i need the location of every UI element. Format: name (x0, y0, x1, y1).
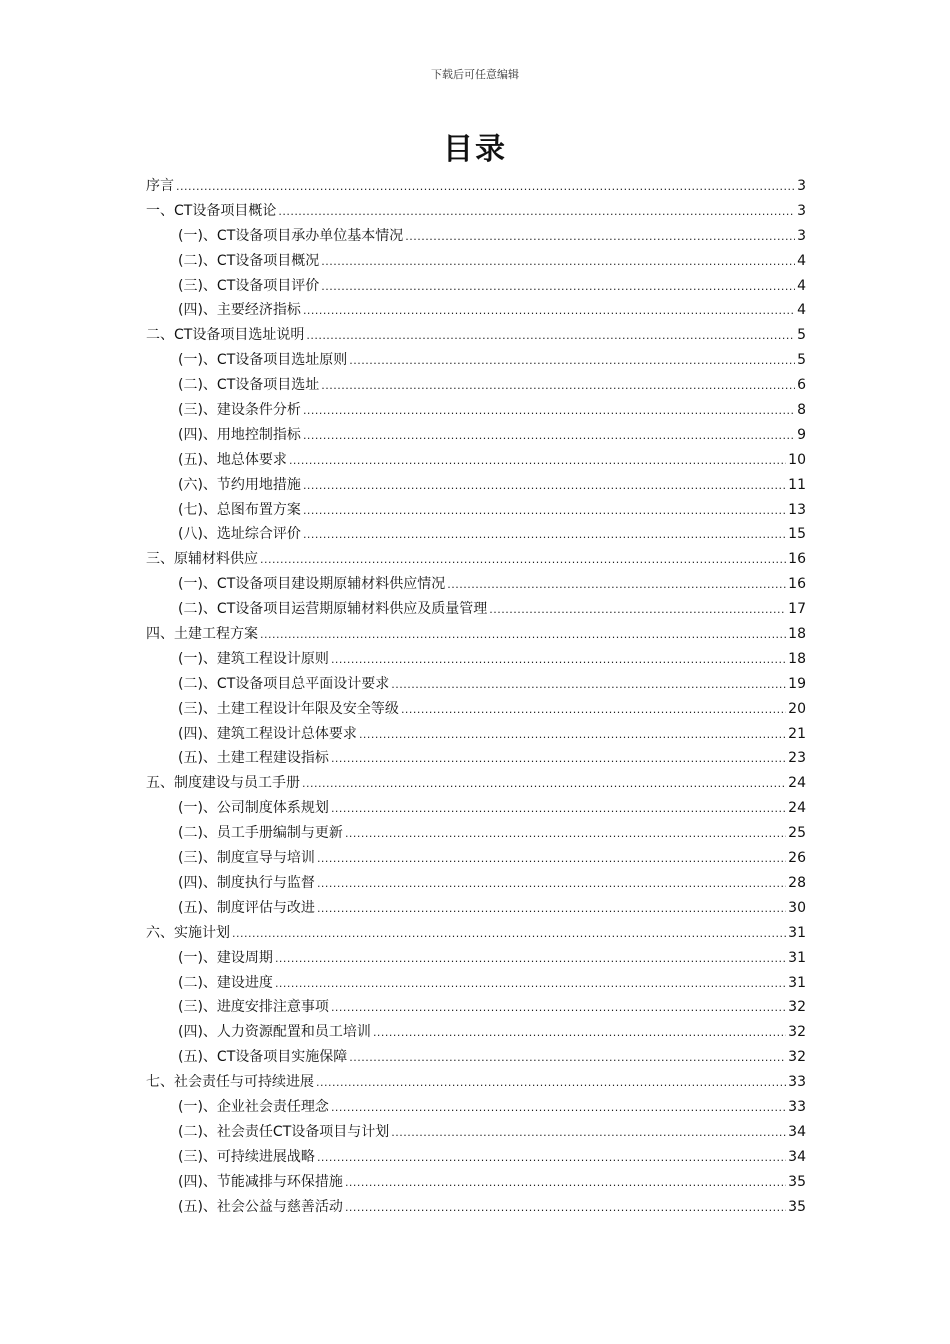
toc-entry-page-number: 26 (788, 850, 806, 867)
toc-entry-page-number: 16 (788, 551, 806, 568)
toc-entry-page-number: 4 (797, 302, 806, 319)
toc-entry-page-number: 31 (788, 949, 806, 966)
toc-entry[interactable] (146, 224, 806, 249)
toc-entry-page-number: 16 (788, 576, 806, 593)
toc-entry-title: (三)、土建工程设计年限及安全等级 (178, 700, 399, 717)
toc-entry[interactable] (146, 373, 806, 398)
toc-entry[interactable] (146, 995, 806, 1020)
toc-entry[interactable] (146, 1170, 806, 1195)
toc-entry-page-number: 3 (797, 202, 806, 219)
toc-dot-leader (306, 324, 795, 349)
toc-entry[interactable] (146, 1070, 806, 1095)
toc-entry-title: (二)、CT设备项目运营期原辅材料供应及质量管理 (178, 601, 488, 618)
toc-dot-leader (317, 872, 786, 897)
toc-entry[interactable] (146, 597, 806, 622)
toc-entry-page-number: 35 (788, 1198, 806, 1215)
toc-entry-page-number: 5 (797, 352, 806, 369)
toc-entry[interactable] (146, 498, 806, 523)
toc-entry[interactable] (146, 846, 806, 871)
toc-entry-page-number: 10 (788, 451, 806, 468)
toc-entry[interactable] (146, 547, 806, 572)
toc-title: 目录 (443, 132, 507, 167)
toc-dot-leader (303, 523, 786, 548)
toc-entry[interactable] (146, 522, 806, 547)
toc-entry-title: (三)、进度安排注意事项 (178, 999, 329, 1016)
toc-entry-title: (二)、建设进度 (178, 974, 273, 991)
toc-entry-title: 二、CT设备项目选址说明 (146, 327, 305, 344)
toc-entry[interactable] (146, 946, 806, 971)
toc-dot-leader (349, 349, 795, 374)
toc-entry-title: (一)、CT设备项目选址原则 (178, 352, 348, 369)
toc-entry[interactable] (146, 423, 806, 448)
toc-entry[interactable] (146, 896, 806, 921)
toc-entry-title: 序言 (146, 178, 174, 194)
toc-dot-leader (260, 623, 786, 648)
toc-entry-title: (三)、建设条件分析 (178, 402, 301, 419)
toc-dot-leader (331, 1096, 786, 1121)
toc-entry-page-number: 24 (788, 800, 806, 817)
toc-entry[interactable] (146, 771, 806, 796)
toc-entry-title: 七、社会责任与可持续进展 (146, 1074, 314, 1091)
toc-entry-page-number: 3 (797, 178, 806, 194)
toc-dot-leader (331, 996, 786, 1021)
toc-entry-title: (三)、CT设备项目评价 (178, 277, 320, 294)
toc-entry-title: (二)、CT设备项目选址 (178, 377, 320, 394)
toc-entry-page-number: 25 (788, 825, 806, 842)
toc-entry-page-number: 17 (788, 601, 806, 618)
toc-entry-page-number: 6 (797, 377, 806, 394)
toc-dot-leader (391, 1121, 786, 1146)
toc-dot-leader (345, 1171, 786, 1196)
toc-entry-page-number: 34 (788, 1123, 806, 1140)
toc-entry[interactable] (146, 323, 806, 348)
toc-dot-leader (275, 972, 786, 997)
toc-entry-page-number: 30 (788, 899, 806, 916)
toc-entry[interactable] (146, 672, 806, 697)
toc-entry-title: (二)、社会责任CT设备项目与计划 (178, 1123, 390, 1140)
toc-entry-page-number: 34 (788, 1148, 806, 1165)
toc-dot-leader (317, 1146, 786, 1171)
toc-entry[interactable] (146, 722, 806, 747)
toc-entry[interactable] (146, 448, 806, 473)
toc-dot-leader (331, 797, 786, 822)
toc-entry[interactable] (146, 348, 806, 373)
toc-entry-title: (三)、制度宣导与培训 (178, 850, 315, 867)
toc-dot-leader (321, 250, 795, 275)
toc-dot-leader (303, 474, 786, 499)
toc-entry-page-number: 35 (788, 1173, 806, 1190)
toc-dot-leader (321, 275, 795, 300)
toc-entry-title: (二)、CT设备项目总平面设计要求 (178, 675, 390, 692)
toc-entry-page-number: 8 (797, 402, 806, 419)
toc-dot-leader (278, 200, 795, 225)
toc-entry[interactable] (146, 572, 806, 597)
toc-dot-leader (302, 772, 786, 797)
toc-dot-leader (303, 399, 795, 424)
toc-entry-title: (二)、员工手册编制与更新 (178, 825, 343, 842)
toc-entry-title: (四)、用地控制指标 (178, 426, 301, 443)
toc-entry[interactable] (146, 473, 806, 498)
toc-entry[interactable] (146, 174, 806, 199)
toc-entry-title: (一)、建筑工程设计原则 (178, 650, 329, 667)
toc-entry-title: (一)、CT设备项目承办单位基本情况 (178, 227, 404, 244)
toc-entry-page-number: 18 (788, 650, 806, 667)
toc-dot-leader (303, 424, 795, 449)
toc-entry-title: (四)、制度执行与监督 (178, 874, 315, 891)
toc-entry[interactable] (146, 1120, 806, 1145)
toc-dot-leader (489, 598, 786, 623)
toc-entry-title: 四、土建工程方案 (146, 626, 258, 643)
toc-entry-page-number: 9 (797, 426, 806, 443)
toc-entry-page-number: 24 (788, 775, 806, 792)
toc-dot-leader (373, 1021, 786, 1046)
toc-entry[interactable] (146, 871, 806, 896)
toc-dot-leader (303, 499, 786, 524)
toc-entry-title: (三)、可持续进展战略 (178, 1148, 315, 1165)
toc-dot-leader (232, 922, 786, 947)
toc-dot-leader (321, 374, 795, 399)
toc-entry-page-number: 31 (788, 924, 806, 941)
toc-entry-page-number: 4 (797, 277, 806, 294)
toc-entry-page-number: 31 (788, 974, 806, 991)
toc-entry[interactable] (146, 971, 806, 996)
toc-dot-leader (349, 1046, 786, 1071)
toc-dot-leader (359, 723, 786, 748)
toc-entry[interactable] (146, 199, 806, 224)
toc-entry-title: (八)、选址综合评价 (178, 526, 301, 543)
toc-entry-title: 一、CT设备项目概论 (146, 202, 277, 219)
toc-dot-leader (331, 648, 786, 673)
toc-entry-page-number: 23 (788, 750, 806, 767)
toc-entry-title: (六)、节约用地措施 (178, 476, 301, 493)
toc-dot-leader (260, 548, 786, 573)
toc-entry-title: (四)、主要经济指标 (178, 302, 301, 319)
toc-entry-title: (一)、企业社会责任理念 (178, 1098, 329, 1115)
toc-dot-leader (345, 1196, 786, 1221)
toc-dot-leader (331, 747, 786, 772)
toc-dot-leader (447, 573, 786, 598)
toc-entry-title: 五、制度建设与员工手册 (146, 775, 300, 792)
toc-list (146, 174, 806, 1219)
toc-entry[interactable] (146, 821, 806, 846)
toc-entry-page-number: 32 (788, 999, 806, 1016)
toc-entry-page-number: 4 (797, 252, 806, 269)
toc-entry-page-number: 32 (788, 1024, 806, 1041)
toc-entry-title: (五)、社会公益与慈善活动 (178, 1198, 343, 1215)
toc-entry[interactable] (146, 298, 806, 323)
toc-entry[interactable] (146, 249, 806, 274)
toc-entry-page-number: 19 (788, 675, 806, 692)
toc-entry-title: 六、实施计划 (146, 924, 230, 941)
toc-entry[interactable] (146, 647, 806, 672)
toc-entry-page-number: 15 (788, 526, 806, 543)
toc-entry-page-number: 11 (788, 476, 806, 493)
toc-entry-title: (五)、地总体要求 (178, 451, 287, 468)
toc-entry[interactable] (146, 921, 806, 946)
toc-dot-leader (275, 947, 786, 972)
toc-entry-page-number: 3 (797, 227, 806, 244)
toc-dot-leader (317, 897, 786, 922)
toc-dot-leader (391, 673, 786, 698)
toc-entry-title: (五)、土建工程建设指标 (178, 750, 329, 767)
toc-entry-title: (四)、节能减排与环保措施 (178, 1173, 343, 1190)
toc-entry[interactable] (146, 622, 806, 647)
toc-dot-leader (317, 847, 786, 872)
toc-entry-title: (二)、CT设备项目概况 (178, 252, 320, 269)
toc-entry[interactable] (146, 697, 806, 722)
toc-entry[interactable] (146, 1195, 806, 1220)
toc-entry[interactable] (146, 398, 806, 423)
toc-entry-page-number: 21 (788, 725, 806, 742)
toc-entry-title: (一)、建设周期 (178, 949, 273, 966)
toc-entry-title: (一)、CT设备项目建设期原辅材料供应情况 (178, 576, 446, 593)
toc-entry-title: (一)、公司制度体系规划 (178, 800, 329, 817)
toc-entry[interactable] (146, 274, 806, 299)
toc-entry-title: (四)、建筑工程设计总体要求 (178, 725, 357, 742)
toc-entry-title: (四)、人力资源配置和员工培训 (178, 1024, 371, 1041)
page-header: 下载后可任意编辑 (431, 68, 519, 81)
toc-entry-page-number: 13 (788, 501, 806, 518)
toc-entry[interactable] (146, 746, 806, 771)
toc-dot-leader (345, 822, 786, 847)
toc-dot-leader (303, 299, 795, 324)
toc-entry[interactable] (146, 1145, 806, 1170)
toc-entry[interactable] (146, 1095, 806, 1120)
toc-entry-page-number: 20 (788, 700, 806, 717)
toc-entry-page-number: 33 (788, 1074, 806, 1091)
toc-entry[interactable] (146, 1045, 806, 1070)
toc-entry-page-number: 32 (788, 1049, 806, 1066)
toc-entry-title: (五)、CT设备项目实施保障 (178, 1049, 348, 1066)
toc-dot-leader (289, 449, 786, 474)
toc-dot-leader (401, 698, 786, 723)
toc-entry-page-number: 5 (797, 327, 806, 344)
toc-entry[interactable] (146, 1020, 806, 1045)
toc-entry[interactable] (146, 796, 806, 821)
toc-entry-page-number: 28 (788, 874, 806, 891)
toc-dot-leader (316, 1071, 786, 1096)
toc-entry-title: 三、原辅材料供应 (146, 551, 258, 568)
toc-entry-page-number: 18 (788, 626, 806, 643)
toc-entry-title: (五)、制度评估与改进 (178, 899, 315, 916)
toc-entry-page-number: 33 (788, 1098, 806, 1115)
toc-dot-leader (405, 225, 795, 250)
toc-dot-leader (176, 175, 795, 200)
toc-entry-title: (七)、总图布置方案 (178, 501, 301, 518)
